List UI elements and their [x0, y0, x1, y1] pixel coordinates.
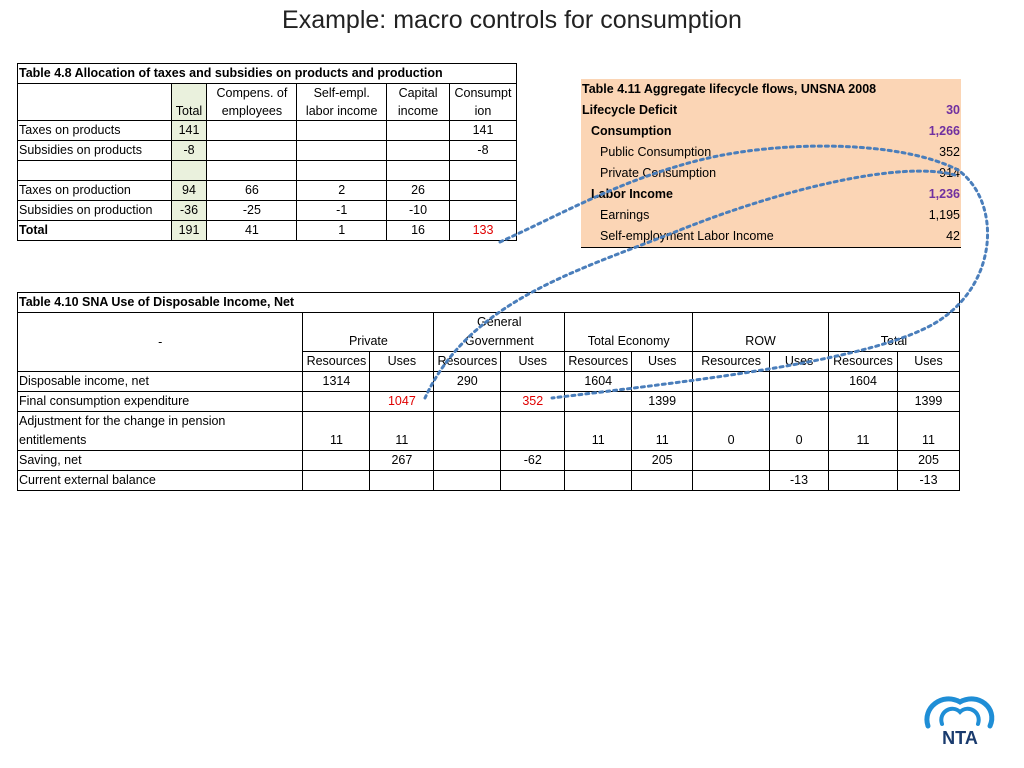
table-row: [18, 181, 517, 201]
table-cell: 191: [171, 221, 207, 241]
table-cell: [565, 451, 632, 471]
table-cell: 66: [207, 181, 297, 201]
table-row: [581, 205, 961, 226]
table-row: [581, 100, 961, 121]
table-cell: -10: [387, 201, 450, 221]
table-cell: [387, 121, 450, 141]
sub-header-cell: Resources: [303, 352, 370, 372]
table-row: [581, 184, 961, 205]
table-cell: [501, 412, 565, 451]
logo-text: NTA: [942, 728, 978, 748]
table-row: [581, 163, 961, 184]
table-cell: [770, 392, 829, 412]
table-caption: Table 4.11 Aggregate lifecycle flows, UNSNA 2008: [581, 79, 961, 100]
table-cell: 1604: [829, 372, 898, 392]
table-cell: [449, 161, 516, 181]
row-label: Taxes on products: [18, 121, 172, 141]
table-4-8: [17, 63, 517, 241]
table-cell: 11: [303, 412, 370, 451]
table-cell: [297, 141, 387, 161]
table-caption: Table 4.10 SNA Use of Disposable Income, Net: [18, 293, 960, 313]
header-blank: [18, 313, 303, 352]
table-cell: [303, 471, 370, 491]
table-cell: -13: [897, 471, 959, 491]
row-label: Labor Income: [591, 187, 673, 201]
row-label: Total: [18, 221, 172, 241]
table-cell: 11: [632, 412, 693, 451]
table-cell: 141: [449, 121, 516, 141]
table-cell: [297, 121, 387, 141]
table-cell: [449, 181, 516, 201]
table-cell: [897, 372, 959, 392]
sub-header-blank: [18, 352, 303, 372]
row-value: 1,236: [928, 187, 960, 201]
table-cell: 16: [387, 221, 450, 241]
table-cell: -36: [171, 201, 207, 221]
table-cell: [207, 161, 297, 181]
table-row: [18, 221, 517, 241]
row-value: 352: [939, 145, 960, 159]
table-cell: 11: [897, 412, 959, 451]
row-label: Consumption: [591, 124, 672, 138]
table-cell: [434, 392, 501, 412]
table-cell: [370, 471, 434, 491]
nta-logo: [920, 688, 1000, 748]
table-cell: 0: [693, 412, 770, 451]
dash-mark: -: [158, 334, 163, 349]
row-label: Adjustment for the change in pension entitlements: [18, 412, 303, 451]
row-label: Lifecycle Deficit: [582, 103, 678, 117]
table-cell: [297, 161, 387, 181]
row-label: Saving, net: [18, 451, 303, 471]
table-cell: [693, 471, 770, 491]
table-cell: [770, 372, 829, 392]
table-row: [18, 372, 960, 392]
table-cell: [565, 392, 632, 412]
row-label: Current external balance: [18, 471, 303, 491]
row-value: 1,195: [928, 208, 960, 222]
table-cell: 205: [897, 451, 959, 471]
sub-header-cell: Resources: [565, 352, 632, 372]
row-label: Subsidies on production: [18, 201, 172, 221]
header-consumption: Consumpt ion: [449, 84, 516, 121]
table-cell: 11: [829, 412, 898, 451]
row-label: Disposable income, net: [18, 372, 303, 392]
sub-header-cell: Uses: [370, 352, 434, 372]
group-row: ROW: [693, 313, 829, 352]
slide-title: Example: macro controls for consumption: [282, 6, 742, 34]
table-cell: [370, 372, 434, 392]
row-label: Self-employment Labor Income: [581, 226, 881, 248]
table-cell: 352: [501, 392, 565, 412]
table-cell: 1314: [303, 372, 370, 392]
table-cell: 41: [207, 221, 297, 241]
table-cell: 141: [171, 121, 207, 141]
table-cell: -1: [297, 201, 387, 221]
table-cell: 267: [370, 451, 434, 471]
row-label: Private Consumption: [600, 166, 717, 180]
row-value: 914: [939, 166, 960, 180]
header-capital: Capital income: [387, 84, 450, 121]
row-label: Taxes on production: [18, 181, 172, 201]
row-label: [18, 161, 172, 181]
group-private: Private: [303, 313, 434, 352]
table-cell: [434, 412, 501, 451]
table-4-10: [17, 292, 960, 491]
table-cell: 290: [434, 372, 501, 392]
table-cell: [829, 451, 898, 471]
table-row: [18, 471, 960, 491]
table-row: [581, 142, 961, 163]
header-self-empl: Self-empl. labor income: [297, 84, 387, 121]
table-4-11: [581, 79, 961, 248]
table-cell: [171, 161, 207, 181]
header-total: Total: [171, 84, 207, 121]
table-cell: [449, 201, 516, 221]
row-label: Final consumption expenditure: [18, 392, 303, 412]
row-value: 1,266: [928, 124, 960, 138]
table-cell: [770, 451, 829, 471]
sub-header-cell: Uses: [897, 352, 959, 372]
table-row: [18, 201, 517, 221]
table-cell: 11: [565, 412, 632, 451]
table-cell: 2: [297, 181, 387, 201]
group-total-economy: Total Economy: [565, 313, 693, 352]
table-row: [18, 412, 960, 451]
table-row: [18, 121, 517, 141]
table-cell: 205: [632, 451, 693, 471]
table-cell: [501, 471, 565, 491]
table-cell: 1604: [565, 372, 632, 392]
sub-header-cell: Resources: [693, 352, 770, 372]
row-label: Earnings: [600, 208, 650, 222]
sub-header-cell: Uses: [632, 352, 693, 372]
table-cell: 1399: [632, 392, 693, 412]
logo-mark-icon: [920, 688, 1000, 748]
table-cell: [829, 471, 898, 491]
table-cell: [829, 392, 898, 412]
table-cell: [693, 372, 770, 392]
table-cell: -25: [207, 201, 297, 221]
table-cell: [387, 161, 450, 181]
sub-header-cell: Uses: [770, 352, 829, 372]
row-label: Subsidies on products: [18, 141, 172, 161]
table-cell: [632, 372, 693, 392]
table-cell: [434, 451, 501, 471]
row-label: Public Consumption: [600, 145, 712, 159]
table-caption: Table 4.8 Allocation of taxes and subsidies on products and production: [18, 64, 517, 84]
row-value: 30: [946, 103, 960, 117]
table-cell: [207, 141, 297, 161]
table-cell: [303, 392, 370, 412]
table-cell: [693, 392, 770, 412]
table-cell: 1047: [370, 392, 434, 412]
table-cell: 1: [297, 221, 387, 241]
group-general-government: General Government: [434, 313, 565, 352]
table-row: [581, 121, 961, 142]
table-cell: 94: [171, 181, 207, 201]
table-row: [18, 161, 517, 181]
table-cell: 133: [449, 221, 516, 241]
table-cell: -62: [501, 451, 565, 471]
table-cell: -8: [449, 141, 516, 161]
sub-header-cell: Uses: [501, 352, 565, 372]
table-cell: [434, 471, 501, 491]
row-value: 42: [881, 226, 961, 248]
table-cell: [693, 451, 770, 471]
header-compens: Compens. of employees: [207, 84, 297, 121]
sub-header-cell: Resources: [829, 352, 898, 372]
table-cell: 1399: [897, 392, 959, 412]
table-cell: -8: [171, 141, 207, 161]
table-row: [18, 392, 960, 412]
table-cell: [632, 471, 693, 491]
table-cell: 0: [770, 412, 829, 451]
table-row: [18, 141, 517, 161]
table-cell: [565, 471, 632, 491]
table-row: [18, 451, 960, 471]
table-cell: 26: [387, 181, 450, 201]
table-cell: [501, 372, 565, 392]
table-cell: 11: [370, 412, 434, 451]
table-cell: [207, 121, 297, 141]
table-cell: [387, 141, 450, 161]
group-total: Total: [829, 313, 960, 352]
table-cell: [303, 451, 370, 471]
sub-header-cell: Resources: [434, 352, 501, 372]
header-blank: [18, 84, 172, 121]
table-row: [581, 226, 961, 248]
table-cell: -13: [770, 471, 829, 491]
